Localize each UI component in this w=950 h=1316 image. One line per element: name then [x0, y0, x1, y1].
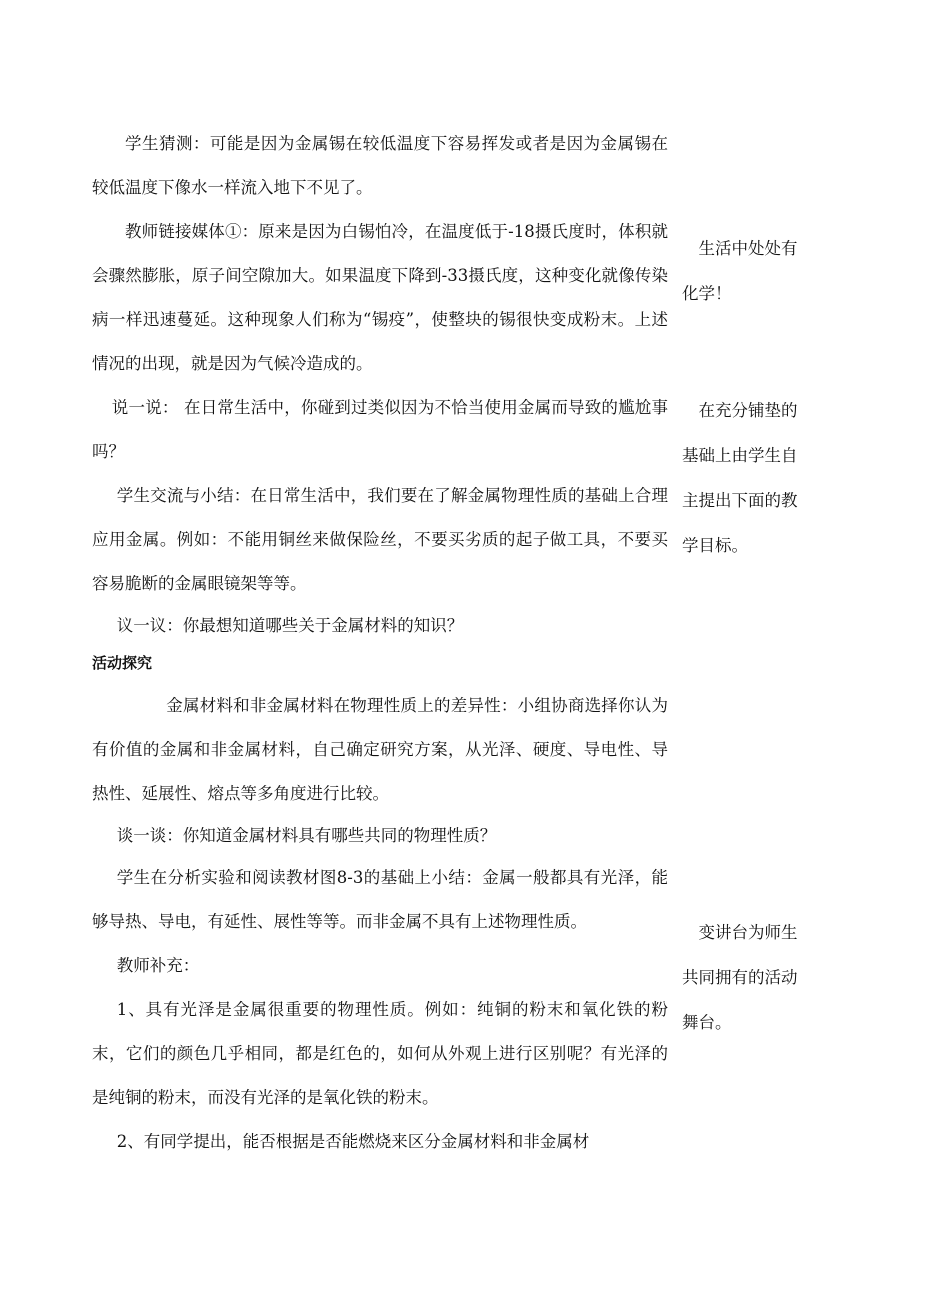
paragraph-experiment-summary: 学生在分析实验和阅读教材图8-3的基础上小结：金属一般都具有光泽，能够导热、导电，有延性、展性等等。而非金属不具有上述物理性质。 — [92, 868, 668, 931]
side-note-line: 在充分铺垫的 — [698, 401, 798, 420]
side-note-line: 生活中处处有 — [698, 239, 798, 258]
paragraph-teacher-supplement: 教师补充： — [116, 956, 200, 975]
paragraph-student-summary: 学生交流与小结：在日常生活中，我们要在了解金属物理性质的基础上合理应用金属。例如：不能用铜丝来做保险丝，不要买劣质的起子做工具，不要买容易脆断的金属眼镜架等等。 — [92, 486, 668, 593]
main-column — [92, 122, 668, 1164]
section-heading-activity: 活动探究 — [92, 654, 153, 672]
side-note-line: 共同拥有的活动 — [682, 968, 798, 987]
side-note-goals — [682, 388, 822, 568]
paragraph-luster: 1、具有光泽是金属很重要的物理性质。例如：纯铜的粉末和氧化铁的粉末，它们的颜色几乎相同，都是红色的，如何从外观上进行区别呢？有光泽的是纯铜的粉末，而没有光泽的是氧化铁的粉末。 — [92, 1000, 668, 1107]
side-note-line: 舞台。 — [682, 1013, 732, 1032]
paragraph-say-it: 说一说： 在日常生活中，你碰到过类似因为不恰当使用金属而导致的尴尬事吗？ — [92, 398, 668, 461]
side-note-chemistry — [682, 226, 822, 316]
paragraph-talk: 谈一谈：你知道金属材料具有哪些共同的物理性质？ — [116, 826, 497, 845]
paragraph-student-guess: 学生猜测：可能是因为金属锡在较低温度下容易挥发或者是因为金属锡在较低温度下像水一样流入地下不见了。 — [92, 134, 668, 197]
paragraph-discuss: 议一议：你最想知道哪些关于金属材料的知识？ — [116, 616, 464, 635]
side-note-line: 主提出下面的教 — [682, 491, 798, 510]
paragraph-material-difference: 金属材料和非金属材料在物理性质上的差异性：小组协商选择你认为有价值的金属和非金属材料，自己确定研究方案，从光泽、硬度、导电性、导热性、延展性、熔点等多角度进行比较。 — [92, 696, 668, 803]
paragraph-combustion: 2、有同学提出，能否根据是否能燃烧来区分金属材料和非金属材 — [116, 1132, 590, 1151]
side-note-line: 基础上由学生自 — [682, 446, 798, 465]
side-note-line: 化学！ — [682, 284, 732, 303]
side-note-stage — [682, 910, 822, 1045]
side-note-line: 变讲台为师生 — [698, 923, 798, 942]
paragraph-teacher-media: 教师链接媒体①：原来是因为白锡怕冷，在温度低于-18摄氏度时，体积就会骤然膨胀，原子间空隙加大。如果温度下降到-33摄氏度，这种变化就像传染病一样迅速蔓延。这种现象人们称为“锡疫”，使整块的锡很快变成粉末。上述情况的出现，就是因为气候冷造成的。 — [92, 222, 668, 373]
side-note-line: 学目标。 — [682, 536, 748, 555]
